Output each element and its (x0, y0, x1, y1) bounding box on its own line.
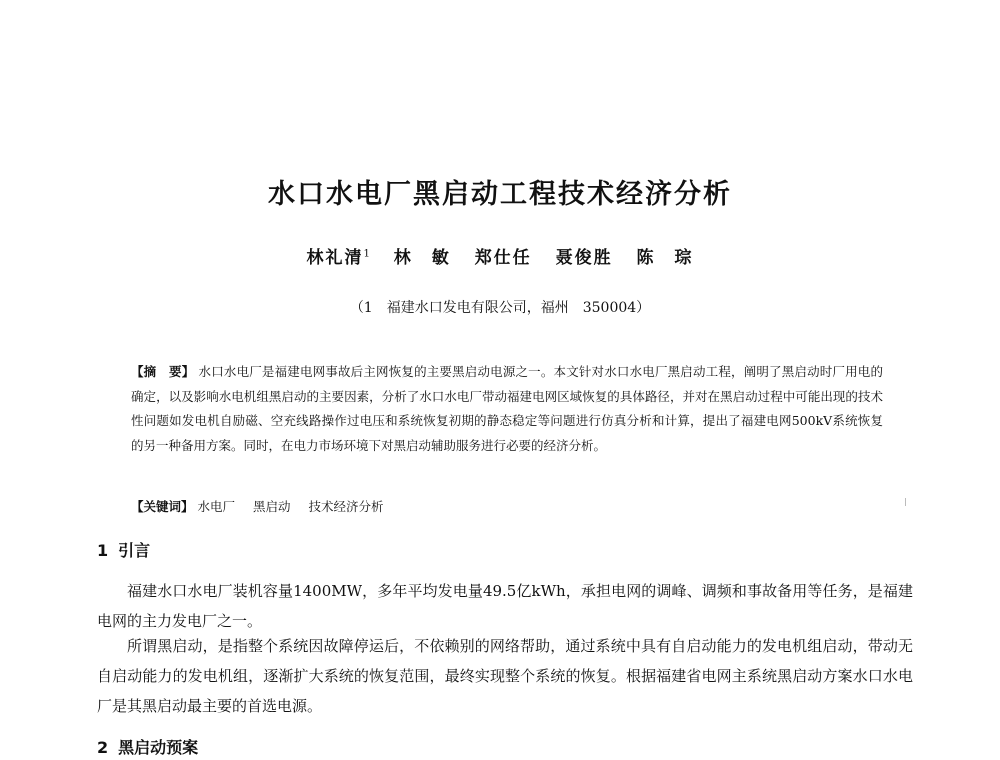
section-heading (97, 538, 150, 561)
section-number: 1 (97, 541, 109, 560)
keyword: 黑启动 (253, 499, 291, 514)
author (475, 243, 532, 268)
author (637, 243, 694, 268)
abstract (131, 360, 883, 458)
author (556, 243, 613, 268)
author-name: 林 敏 (393, 248, 451, 268)
abstract-text: 水口水电厂是福建电网事故后主网恢复的主要黑启动电源之一。本文针对水口水电厂黑启动工程，阐明了黑启动时厂用电的确定，以及影响水电机组黑启动的主要因素，分析了水口水电厂带动福建电网区域恢复的具体路径，并对在黑启动过程中可能出现的技术性问题如发电机自励磁、空充线路操作过电压和系统恢复初期的静态稳定等问题进行仿真分析和计算，提出了福建电网500kV系统恢复的另一种备用方案。同时，在电力市场环境下对黑启动辅助服务进行必要的经济分析。 (131, 364, 883, 453)
keywords (131, 497, 883, 515)
author (394, 243, 451, 268)
section-number: 2 (97, 738, 109, 757)
author-name: 聂俊胜 (555, 248, 613, 268)
abstract-label: 【摘 要】 (131, 364, 195, 379)
section-title: 黑启动预案 (118, 738, 199, 757)
affiliation: （1 福建水口发电有限公司，福州 350004） (349, 300, 651, 316)
keywords-label: 【关键词】 (131, 499, 194, 514)
keyword: 水电厂 (197, 499, 236, 514)
body-paragraph: 福建水口水电厂装机容量1400MW，多年平均发电量49.5亿kWh，承担电网的调峰、调频和事故备用等任务，是福建电网的主力发电厂之一。 (97, 582, 913, 630)
author-name: 林礼清 (306, 248, 364, 268)
paper-title: 水口水电厂黑启动工程技术经济分析 (268, 179, 732, 210)
body-paragraph: 所谓黑启动，是指整个系统因故障停运后，不依赖别的网络帮助，通过系统中具有自启动能力的发电机组启动，带动无自启动能力的发电机组，逐渐扩大系统的恢复范围，最终实现整个系统的恢复。根据福建省电网主系统黑启动方案水口水电厂是其黑启动最主要的首选电源。 (97, 637, 913, 715)
author-list (0, 243, 1000, 268)
author-name: 郑仕任 (474, 248, 532, 268)
author (306, 243, 369, 268)
section-heading (97, 735, 198, 758)
author-affiliation-mark: 1 (363, 248, 370, 260)
section-title: 引言 (118, 541, 151, 560)
keyword: 技术经济分析 (308, 499, 384, 514)
author-name: 陈 琮 (636, 248, 694, 268)
scan-artifact (905, 498, 906, 506)
